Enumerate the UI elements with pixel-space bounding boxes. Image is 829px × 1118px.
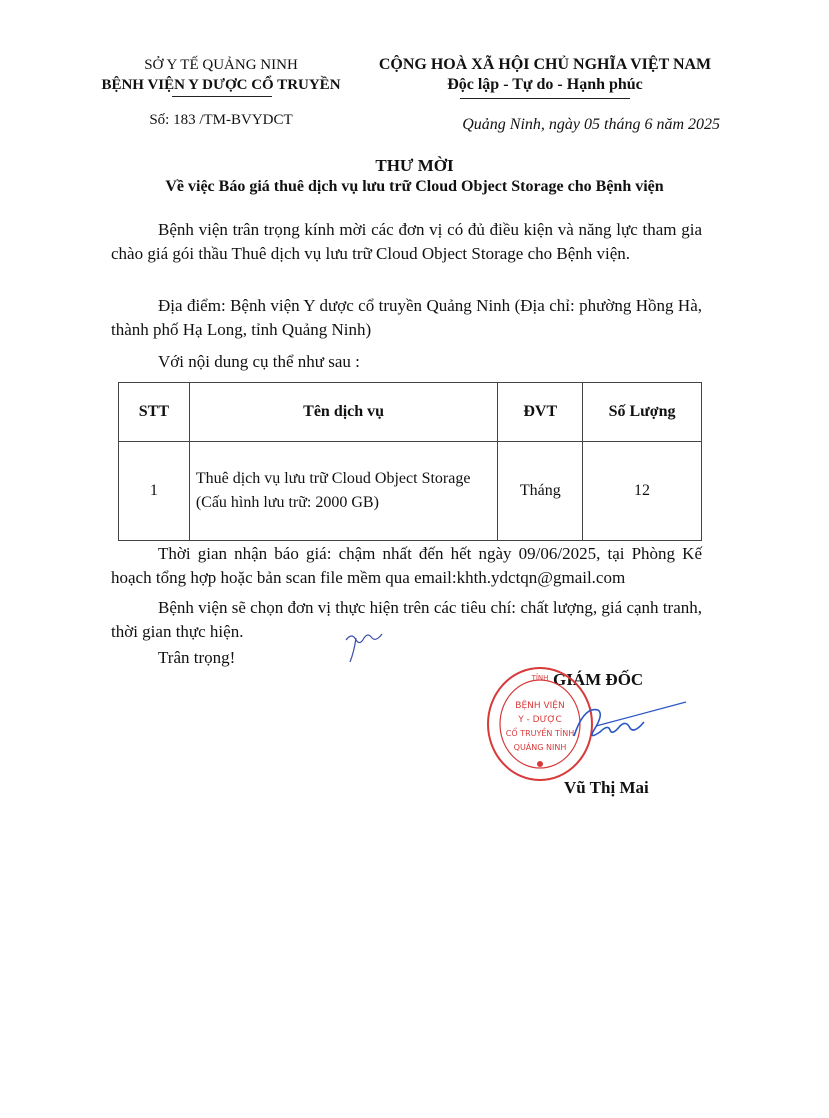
stamp-line2: Y - DƯỢC [518, 715, 562, 725]
cell-service [189, 442, 498, 541]
issue-date: Quảng Ninh, ngày 05 tháng 6 năm 2025 [462, 116, 720, 133]
service-table [118, 382, 702, 541]
header-stt: STT [119, 383, 190, 442]
paragraph-location: Địa điểm: Bệnh viện Y dược cổ truyền Quảng Ninh (Địa chỉ: phường Hồng Hà, thành phố Hạ Long, tỉnh Quảng Ninh) [111, 296, 702, 339]
stamp-top-text: TỈNH [531, 674, 549, 682]
paragraph-criteria: Bệnh viện sẽ chọn đơn vị thực hiện trên các tiêu chí: chất lượng, giá cạnh tranh, thời gian thực hiện. [111, 598, 702, 641]
issuer-underline [172, 96, 272, 97]
signer-name: Vũ Thị Mai [564, 778, 649, 797]
table-header-row [119, 383, 702, 442]
national-motto: Độc lập - Tự do - Hạnh phúc [447, 76, 643, 93]
table-row [119, 442, 702, 541]
cell-unit: Tháng [498, 442, 583, 541]
document-number: Số: 183 /TM-BVYDCT [149, 112, 293, 128]
paragraph-content-intro: Với nội dung cụ thể như sau : [158, 352, 360, 371]
document-subject: Về việc Báo giá thuê dịch vụ lưu trữ Cloud Object Storage cho Bệnh viện [165, 178, 664, 195]
document-title: THƯ MỜI [375, 156, 454, 175]
nation-name: CỘNG HOÀ XÃ HỘI CHỦ NGHĨA VIỆT NAM [378, 56, 712, 73]
hospital-name: BỆNH VIỆN Y DƯỢC CỔ TRUYỀN [101, 77, 341, 93]
paragraph-closing: Trân trọng! [158, 648, 236, 667]
issuer-block [86, 55, 356, 95]
signer-position: GIÁM ĐỐC [553, 670, 644, 689]
stamp-line4: QUẢNG NINH [513, 743, 567, 752]
cell-quantity: 12 [583, 442, 702, 541]
paragraph-deadline: Thời gian nhận báo giá: chậm nhất đến hết ngày 09/06/2025, tại Phòng Kế hoạch tổng hợp hoặc bản scan file mềm qua email:khth.ydctqn@gmail.com [111, 544, 702, 587]
motto-underline [460, 98, 630, 99]
stamp-line3: CỔ TRUYỀN TỈNH [505, 729, 575, 738]
header-service: Tên dịch vụ [189, 383, 498, 442]
cell-stt: 1 [119, 442, 190, 541]
stamp-line1: BỆNH VIỆN [515, 701, 565, 711]
service-config: (Cấu hình lưu trữ: 2000 GB) [195, 494, 379, 511]
department-name: SỞ Y TẾ QUẢNG NINH [144, 57, 298, 73]
header-unit: ĐVT [498, 383, 583, 442]
paragraph-invitation: Bệnh viện trân trọng kính mời các đơn vị có đủ điều kiện và năng lực tham gia chào giá gói thầu Thuê dịch vụ lưu trữ Cloud Object Storage cho Bệnh viện. [111, 220, 702, 263]
service-name: Thuê dịch vụ lưu trữ Cloud Object Storage [195, 470, 471, 487]
handwritten-signature-icon [566, 696, 696, 756]
header-quantity: Số Lượng [583, 383, 702, 442]
national-header [370, 55, 720, 95]
initial-mark-icon [342, 622, 392, 666]
